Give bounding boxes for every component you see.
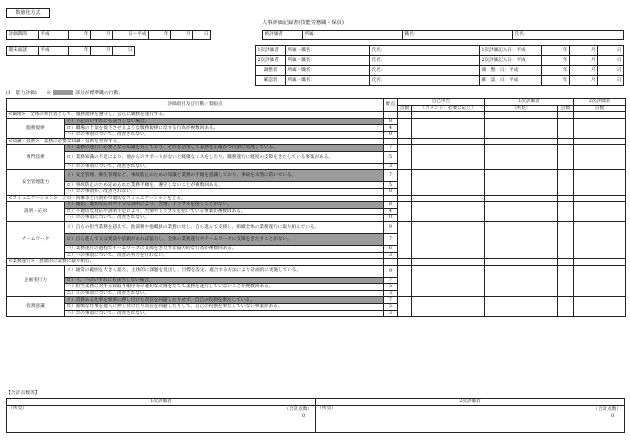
self-comment-input[interactable] <box>412 118 485 138</box>
totals-label: 【合計点数等】 <box>6 391 40 396</box>
behavior-text: イ）自らの担当業務を超えて、他部署や他職員の業務に対し、自ら進んで支援し、組織全体の業務遂行に取り組んでいる。 <box>65 221 384 233</box>
allotted-points: 4 <box>384 208 398 215</box>
first-opinion-input[interactable] <box>485 170 558 195</box>
section-blank-cell <box>485 259 558 266</box>
criterion-row <box>7 221 626 233</box>
standard-behavior-text: イ）安全管理、衛生管理など、事故防止のための知識と業務の手順を意識しており、事故を未然に防いでいる。 <box>65 170 384 182</box>
behavior-text: ハ）担当業務に対する段取り順序等の適切な計画をたてて業務を遂行していないことが複数回ある。 <box>65 284 384 291</box>
section-blank-cell <box>558 259 574 266</box>
first-score-input[interactable] <box>558 221 574 258</box>
allotted-points: 5 <box>384 151 398 163</box>
section-blank-cell <box>384 259 398 266</box>
first-score-input[interactable] <box>558 118 574 138</box>
evaluatee-info <box>262 30 624 40</box>
section-blank-cell <box>574 259 626 266</box>
criterion-row <box>7 118 626 125</box>
self-score-input[interactable] <box>398 145 412 170</box>
behavior-text: ハ）ロの事項について、改善されない。 <box>65 131 384 138</box>
header-items: 評価項目及び行動／着眼点 <box>7 99 384 112</box>
criterion-row <box>7 265 626 277</box>
standard-behavior-text: イ）下記のいずれにも該当しない場合。 <box>65 118 384 125</box>
self-comment-input[interactable] <box>412 170 485 195</box>
allotted-points: 7 <box>384 170 398 182</box>
evaluatee-dept[interactable]: 所属： <box>303 31 403 40</box>
section-title: <知識・技術> 業務に必要な知識・技術を習得する。 <box>7 138 384 145</box>
section-blank-cell <box>558 195 574 202</box>
second-score-input[interactable] <box>574 221 626 258</box>
first-opinion-input[interactable] <box>485 145 558 170</box>
first-opinion-input[interactable] <box>485 297 558 317</box>
allotted-points: 5 <box>384 304 398 311</box>
section-blank-cell <box>384 112 398 119</box>
allotted-points: 5 <box>384 182 398 189</box>
evaluator-row: 1次評価者 所属・職名： 氏名： 1次評価記入日：平成 年 月 日 <box>256 46 624 56</box>
header-second: 2次評価者 <box>574 99 626 106</box>
allotted-points: 0 <box>384 215 398 222</box>
section-blank-cell <box>574 138 626 145</box>
section-blank-cell <box>398 259 412 266</box>
second-score-input[interactable] <box>574 118 626 138</box>
section-blank-cell <box>485 112 558 119</box>
standard-behavior-text: イ）業務の遂行に必要となる知識を有しており、それを活用して業務を正確かつ円滑に処理している。 <box>65 145 384 152</box>
allotted-points: 5 <box>384 284 398 291</box>
section-blank-cell <box>412 195 485 202</box>
header-first: 1次評価者 <box>485 99 574 106</box>
first-opinion-input[interactable] <box>485 202 558 222</box>
self-score-input[interactable] <box>398 202 412 222</box>
first-opinion-input[interactable] <box>485 118 558 138</box>
self-score-input[interactable] <box>398 265 412 297</box>
criterion-row <box>7 297 626 304</box>
criterion-name: チームワーク <box>7 221 65 258</box>
first-score-input[interactable] <box>558 265 574 297</box>
standard-behavior-text: ロ）自ら進んで又は要請や依頼があれば協力し、全体の業務遂行やチームワークに支障をきたすことがない。 <box>65 233 384 245</box>
header-self: 自己申告 <box>398 99 485 106</box>
interview-label: 期末面談 <box>7 47 39 56</box>
self-score-input[interactable] <box>398 297 412 317</box>
allotted-points: 0 <box>384 188 398 195</box>
allotted-points: 8 <box>384 202 398 209</box>
criterion-name: 安全管理能力 <box>7 170 65 195</box>
section-title-row <box>7 259 626 266</box>
behavior-text: ロ）面倒な仕事を他人に押し付けたり責任を回避したりして、自己の役割を果たしていない事案がある。 <box>65 304 384 311</box>
section-blank-cell <box>558 138 574 145</box>
totals-second-value: 0 <box>611 414 614 419</box>
document-title: 人事評価記録書(技能労務職・保員) <box>262 20 344 26</box>
first-score-input[interactable] <box>558 170 574 195</box>
evaluation-period: 評価期間 平成 年 月 日～平成 年 月 日 <box>6 30 211 40</box>
second-score-input[interactable] <box>574 145 626 170</box>
totals-second-header: 2次評価者 <box>316 399 625 406</box>
section-blank-cell <box>558 112 574 119</box>
allotted-points: 3 <box>384 310 398 317</box>
standard-note: (1 能力評価) ※ 部分が標準職の行動。 <box>6 91 124 96</box>
criterion-row <box>7 170 626 182</box>
second-score-input[interactable] <box>574 265 626 297</box>
second-score-input[interactable] <box>574 297 626 317</box>
section-blank-cell <box>485 138 558 145</box>
totals-table <box>6 398 625 433</box>
behavior-text: ハ）ロの事項について、改善されない。 <box>65 215 384 222</box>
first-score-input[interactable] <box>558 202 574 222</box>
evaluatee-position[interactable]: 職名： <box>403 31 513 40</box>
criterion-row <box>7 145 626 152</box>
self-score-input[interactable] <box>398 221 412 258</box>
second-score-input[interactable] <box>574 202 626 222</box>
period-label: 評価期間 <box>7 31 39 40</box>
period-era[interactable]: 平成 <box>39 31 69 40</box>
standard-behavior-text: ロ）イ、ハのいずれにも該当しない場合。 <box>65 277 384 284</box>
first-score-input[interactable] <box>558 297 574 317</box>
totals-first-header: 1次評価者 <box>7 399 316 406</box>
self-score-input[interactable] <box>398 170 412 195</box>
allotted-points: 6 <box>384 245 398 252</box>
self-comment-input[interactable] <box>412 145 485 170</box>
behavior-text: ロ）業務知識の不足により、他からのサポートがないと軽微なミスをしたり、職務遂行に軽度の支障をきたしている事案がある。 <box>65 151 384 163</box>
allotted-points: 3 <box>384 290 398 297</box>
first-score-input[interactable] <box>558 145 574 170</box>
behavior-text: ハ）業務遂行の過程でチームワークに支障をきたす非協力的な行為が複数回ある。 <box>65 245 384 252</box>
totals-second-box[interactable]: （所見） （合計点数） 0 <box>316 406 625 433</box>
ability-evaluation-table <box>6 98 626 317</box>
section-title: <業務遂行> 意欲的に業務に取り組む。 <box>7 259 384 266</box>
behavior-text: ロ）職場の士気を低下させるような服務規律に反する行為が複数回ある。 <box>65 125 384 132</box>
allotted-points: 3 <box>384 163 398 170</box>
section-blank-cell <box>574 112 626 119</box>
evaluator-row: 確認者 所属・職名： 氏名： 確 認 日：平成 年 月 日 <box>256 76 624 86</box>
criterion-name: 役割意識 <box>7 297 65 317</box>
criterion-name: 企画実行力 <box>7 265 65 297</box>
first-opinion-input[interactable] <box>485 265 558 297</box>
totals-first-value: 0 <box>302 414 305 419</box>
evaluators-table <box>255 45 624 86</box>
section-blank-cell <box>574 195 626 202</box>
header-points: 配点 <box>384 99 398 112</box>
section-title-row <box>7 112 626 119</box>
section-title: <倫理> 全体の奉仕者として、服務規律を遵守し、公正に職務を遂行する。 <box>7 112 384 119</box>
allotted-points: 9 <box>384 221 398 233</box>
criterion-name: 説明・応対 <box>7 202 65 222</box>
evaluatee-label: 被評価者 <box>263 31 303 40</box>
allotted-points: 8 <box>384 118 398 125</box>
self-comment-input[interactable] <box>412 202 485 222</box>
document-tag: 数値化方式 <box>6 8 50 18</box>
section-blank-cell <box>384 138 398 145</box>
interview-date: 期末面談 平成 年 月 日 <box>6 46 135 56</box>
evaluator-row: 調整者 所属・職名： 氏名： 調 整 日：平成 年 月 日 <box>256 66 624 76</box>
standard-behavior-text: イ）責務ある仕事を無事に押し付けた責任を回避したりせず、自己の役割を果たしている。 <box>65 297 384 304</box>
allotted-points: 7 <box>384 277 398 284</box>
allotted-points: 3 <box>384 252 398 259</box>
allotted-points: 7 <box>384 145 398 152</box>
self-comment-input[interactable] <box>412 221 485 258</box>
second-score-input[interactable] <box>574 170 626 195</box>
criterion-name: 専門技術 <box>7 145 65 170</box>
evaluatee-name[interactable]: 氏名： <box>513 31 624 40</box>
table-subheader: 点数 （コメント：必要に応じ） （所見） 点数 点数 <box>7 105 626 112</box>
allotted-points: 0 <box>384 131 398 138</box>
behavior-text: イ）通常の範囲を大きく超え、主体的に課題を見出し、目標を設定、適合する方法により計画的に実施している。 <box>65 265 384 277</box>
behavior-text: ニ）②の事項について、改善されない。 <box>65 290 384 297</box>
self-score-input[interactable] <box>398 118 412 138</box>
behavior-text: ロ）不適切な対応や説明不足により、苦情やトラブルを招いている事案が複数回ある。 <box>65 208 384 215</box>
allotted-points: 9 <box>384 265 398 277</box>
shade-sample <box>53 90 73 95</box>
allotted-points: 7 <box>384 233 398 245</box>
section-blank-cell <box>412 259 485 266</box>
allotted-points: 4 <box>384 125 398 132</box>
criterion-row <box>7 202 626 209</box>
allotted-points: 7 <box>384 297 398 304</box>
section-blank-cell <box>412 138 485 145</box>
standard-behavior-text: イ）親切、適切な応対や十分な説明により、苦情、トラブルを招くことがない。 <box>65 202 384 209</box>
section-blank-cell <box>384 195 398 202</box>
section-blank-cell <box>412 112 485 119</box>
totals-first-box[interactable]: （所見） （合計点数） 0 <box>7 406 316 433</box>
section-title-row <box>7 195 626 202</box>
behavior-text: ニ）ハの事項について、改善の努力を行わない。 <box>65 252 384 259</box>
section-title-row <box>7 138 626 145</box>
behavior-text: ハ）ロの事項について、改善されない。 <box>65 310 384 317</box>
self-comment-input[interactable] <box>412 265 485 297</box>
criterion-name: 服務規律 <box>7 118 65 138</box>
first-opinion-input[interactable] <box>485 221 558 258</box>
behavior-text: ハ）ロの事項について、改善されない。 <box>65 163 384 170</box>
behavior-text: ハ）ロの事項が、改善されない。 <box>65 188 384 195</box>
section-blank-cell <box>398 138 412 145</box>
section-blank-cell <box>398 195 412 202</box>
evaluator-row: 2次評価者 所属・職名： 氏名： 2次評価記入日：平成 年 月 日 <box>256 56 624 66</box>
behavior-text: ロ）事故防止のため定められた業務手順を、遵守しないことが複数回ある。 <box>65 182 384 189</box>
section-blank-cell <box>398 112 412 119</box>
section-title: <コミュニケーション> 上司・同僚等と円滑かつ適切なコミュニケーションをとる。 <box>7 195 384 202</box>
self-comment-input[interactable] <box>412 297 485 317</box>
section-blank-cell <box>485 195 558 202</box>
table-header <box>7 99 626 106</box>
